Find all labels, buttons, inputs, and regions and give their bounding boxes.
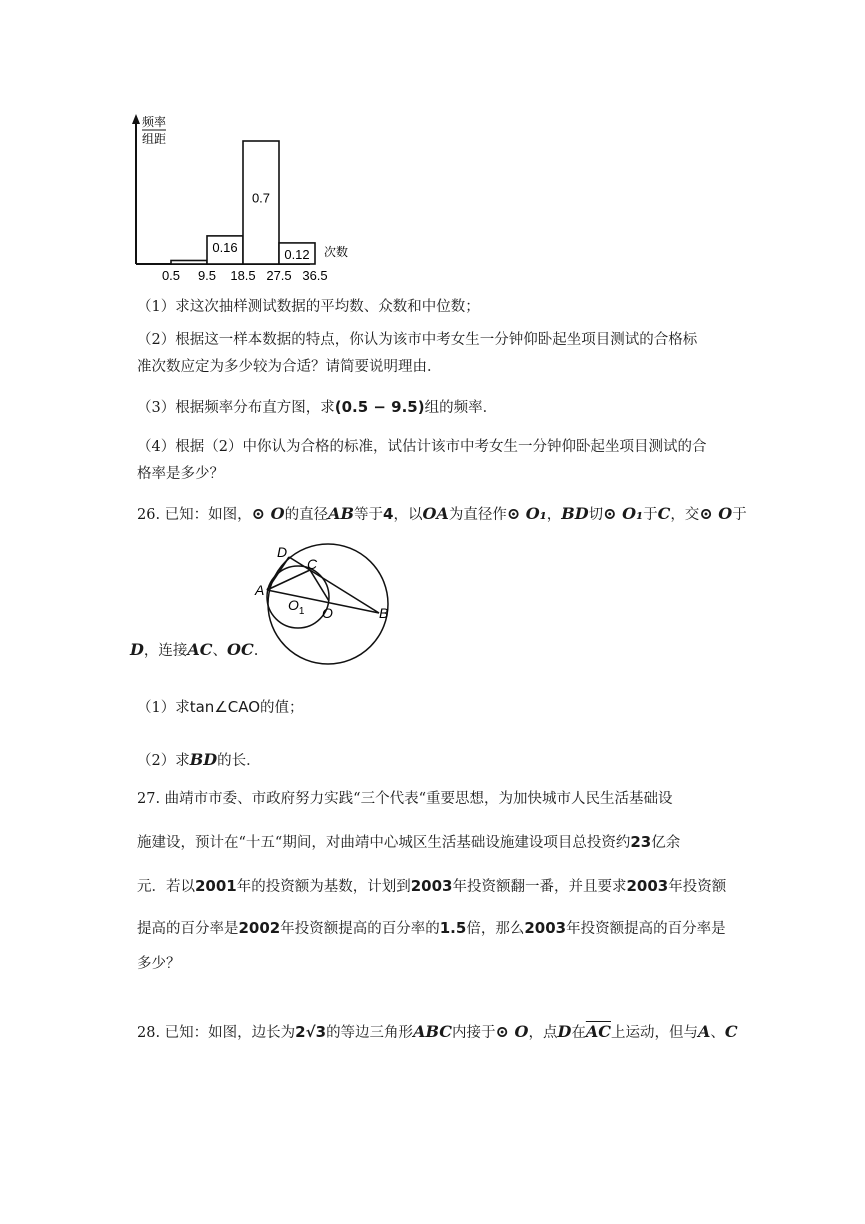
frequency-histogram bbox=[120, 110, 370, 280]
q26-text: 的直径 bbox=[284, 507, 329, 523]
q28-text: ，点 bbox=[528, 1025, 558, 1041]
q26-part2 bbox=[137, 750, 261, 771]
x-tick-label: 9.5 bbox=[197, 268, 217, 280]
q26-part1 bbox=[137, 697, 304, 718]
bar-value-label: 0.12 bbox=[284, 246, 310, 262]
q25-part3-interval: (0.5 − 9.5) bbox=[334, 398, 425, 416]
math-d: D bbox=[130, 640, 144, 659]
math-oc: OC bbox=[227, 640, 254, 659]
q27-text: 年的投资额为基数，计划到 bbox=[236, 879, 411, 895]
x-tick-label: 36.5 bbox=[302, 268, 328, 280]
math-ac: AC bbox=[187, 640, 213, 659]
q26-stem-line2 bbox=[130, 640, 258, 661]
math-c: C bbox=[724, 1022, 738, 1041]
q28-text: 在 bbox=[571, 1025, 586, 1041]
math-circle-o: ⊙ O bbox=[251, 504, 285, 523]
q26-text: （1）求 bbox=[137, 700, 190, 716]
math-arc-ac: $\overline{AC}$ bbox=[585, 1022, 611, 1041]
q28-text: 的等边三角形 bbox=[326, 1025, 414, 1041]
segment-bd bbox=[289, 557, 379, 613]
label-c: C bbox=[307, 556, 318, 572]
math-ab: AB bbox=[328, 504, 355, 523]
geometry-figure-circles bbox=[250, 540, 400, 670]
y-axis-label-top: 频率 bbox=[142, 115, 167, 129]
q26-text: 于 bbox=[732, 507, 747, 523]
math-bd: BD bbox=[561, 504, 589, 523]
q26-text: 于 bbox=[643, 507, 658, 523]
q25-part3-text: （3）根据频率分布直方图，求 bbox=[137, 400, 335, 416]
q26-text: ，交 bbox=[670, 507, 700, 523]
math-d: D bbox=[557, 1022, 572, 1041]
q26-text: ， bbox=[546, 507, 562, 523]
q26-text: ，以 bbox=[393, 507, 423, 523]
q28-text: 上运动，但与 bbox=[610, 1025, 698, 1041]
math-oa: OA bbox=[422, 504, 449, 523]
x-tick-label: 27.5 bbox=[266, 268, 292, 280]
q27-line3 bbox=[137, 876, 726, 897]
x-tick-label: 18.5 bbox=[230, 268, 256, 280]
q25-part1: （1）求这次抽样测试数据的平均数、众数和中位数； bbox=[137, 299, 480, 315]
q25-part3 bbox=[137, 397, 497, 418]
math-circle-o: ⊙ O bbox=[495, 1022, 529, 1041]
q27-text: 年投资额提高的百分率是 bbox=[566, 921, 726, 937]
q25-part2-line1: （2）根据这一样本数据的特点，你认为该市中考女生一分钟仰卧起坐项目测试的合格标 bbox=[137, 332, 698, 348]
q27-text: 提高的百分率是 bbox=[137, 921, 239, 937]
histogram-bar bbox=[171, 260, 207, 264]
q26-stem-line1 bbox=[137, 504, 747, 525]
math-circle-o1: ⊙ O₁ bbox=[603, 504, 644, 523]
x-tick-label: 0.5 bbox=[161, 268, 181, 280]
q26-text: 26. 已知：如图， bbox=[137, 507, 252, 523]
x-axis-label: 次数 bbox=[324, 245, 349, 259]
math-2001: 2001 bbox=[195, 877, 237, 895]
q27-line5: 多少？ bbox=[137, 956, 181, 972]
q26-text: 、 bbox=[212, 643, 228, 659]
label-o: O bbox=[322, 605, 333, 621]
label-d: D bbox=[277, 544, 288, 560]
q26-text: 的长． bbox=[217, 753, 261, 769]
bar-value-label: 0.16 bbox=[212, 239, 238, 255]
math-circle-o1: ⊙ O₁ bbox=[506, 504, 547, 523]
math-23: 23 bbox=[630, 833, 652, 851]
math-2-sqrt3: 2√3 bbox=[295, 1023, 327, 1041]
math-circle-o: ⊙ O bbox=[699, 504, 733, 523]
math-2003: 2003 bbox=[410, 877, 453, 895]
q26-text: 为直径作 bbox=[448, 507, 507, 523]
q26-text: ，连接 bbox=[143, 643, 188, 659]
math-c: C bbox=[657, 504, 671, 523]
math-2003: 2003 bbox=[524, 919, 567, 937]
q27-line4 bbox=[137, 918, 726, 939]
q25-part3-text-end: 组的频率． bbox=[424, 400, 498, 416]
math-a: A bbox=[697, 1022, 711, 1041]
math-2002: 2002 bbox=[238, 919, 281, 937]
math-tan-cao: tan∠CAO bbox=[189, 698, 261, 716]
math-1-5: 1.5 bbox=[439, 919, 467, 937]
q27-text: 年投资额翻一番，并且要求 bbox=[452, 879, 627, 895]
q27-text: 元．若以 bbox=[137, 879, 195, 895]
q26-text: 等于 bbox=[354, 507, 384, 523]
q27-text: 施建设，预计在“十五“期间，对曲靖中心城区生活基础设施建设项目总投资约 bbox=[137, 835, 631, 851]
q27-text: 年投资额提高的百分率的 bbox=[280, 921, 440, 937]
q25-part2-line2: 准次数应定为多少较为合适？请简要说明理由． bbox=[137, 359, 442, 375]
q28-text: 内接于 bbox=[452, 1025, 496, 1041]
math-4: 4 bbox=[383, 505, 394, 523]
q25-part4-line2: 格率是多少？ bbox=[137, 466, 224, 482]
q27-line1: 27. 曲靖市市委、市政府努力实践“三个代表“重要思想，为加快城市人民生活基础设 bbox=[137, 791, 673, 807]
q26-text: 的值； bbox=[260, 700, 304, 716]
q27-line2 bbox=[137, 832, 680, 853]
label-o1: $O_1$ bbox=[288, 597, 305, 617]
q27-text: 年投资额 bbox=[668, 879, 727, 895]
y-axis-label-bottom: 组距 bbox=[142, 132, 167, 146]
label-b: B bbox=[379, 605, 389, 621]
math-2003: 2003 bbox=[626, 877, 669, 895]
q28-text: 、 bbox=[710, 1025, 725, 1041]
bar-value-label: 0.7 bbox=[251, 190, 271, 206]
q26-text: 切 bbox=[588, 507, 604, 523]
y-axis-arrow bbox=[132, 114, 140, 124]
q27-text: 倍，那么 bbox=[466, 921, 525, 937]
math-bd: BD bbox=[189, 750, 218, 769]
q28-text: 28. 已知：如图，边长为 bbox=[137, 1025, 296, 1041]
label-a: A bbox=[255, 582, 265, 598]
q25-part4-line1: （4）根据（2）中你认为合格的标准，试估计该市中考女生一分钟仰卧起坐项目测试的合 bbox=[137, 439, 707, 455]
q27-text: 亿余 bbox=[651, 835, 681, 851]
math-abc: ABC bbox=[413, 1022, 453, 1041]
q28-stem-line1 bbox=[137, 1022, 738, 1043]
q26-text: （2）求 bbox=[137, 753, 190, 769]
q26-text: . bbox=[253, 643, 259, 659]
